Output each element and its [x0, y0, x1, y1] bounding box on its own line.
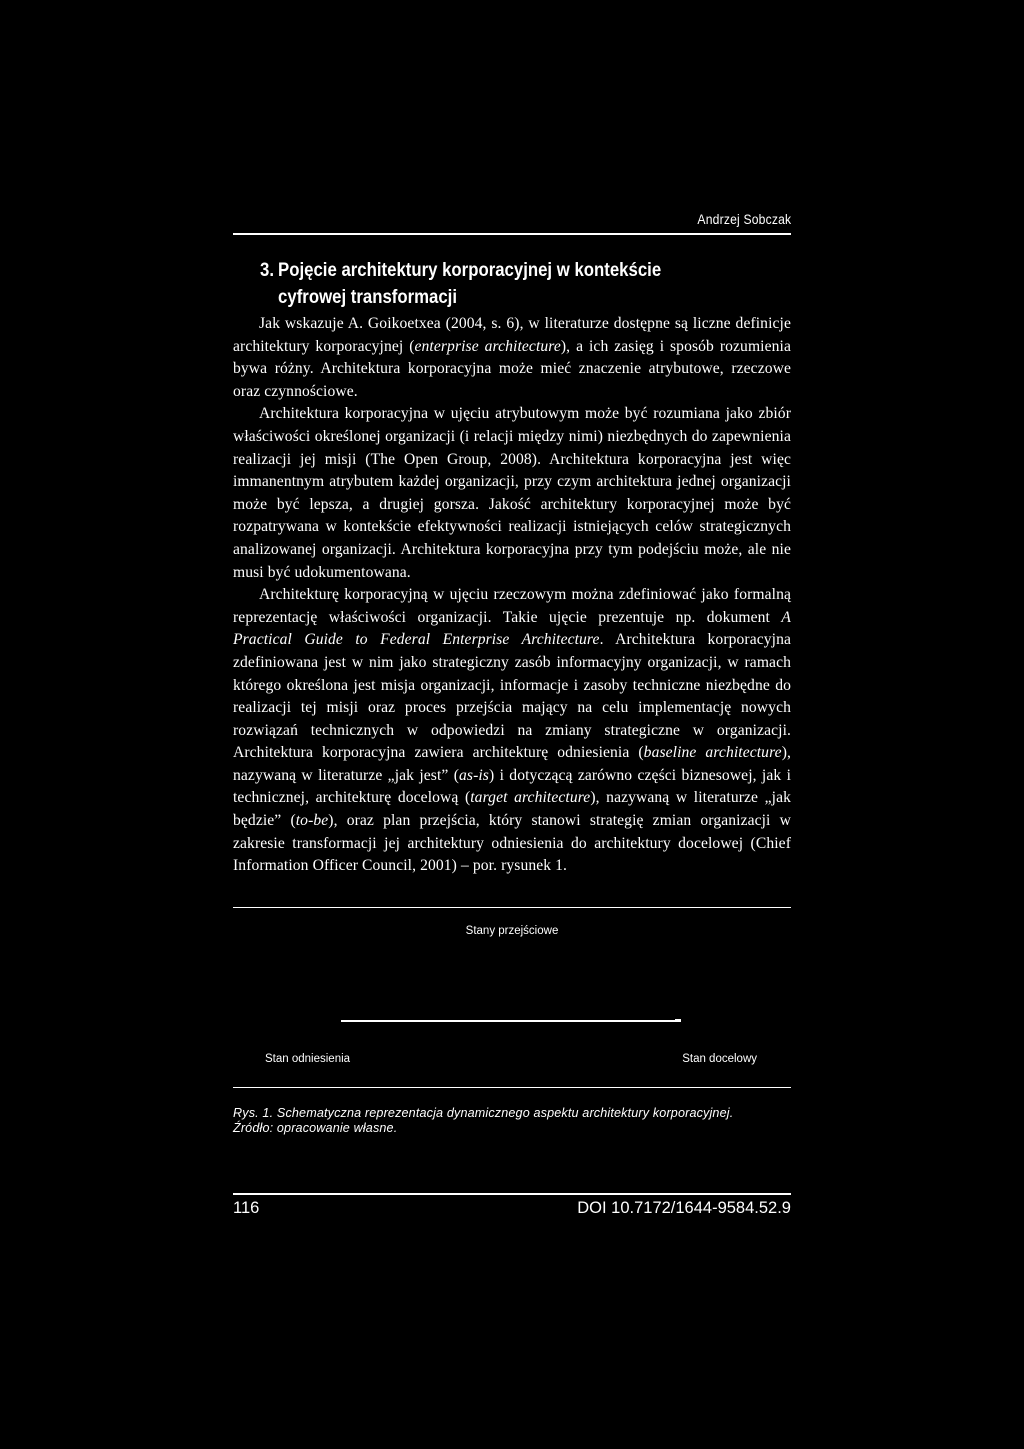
p3-emphasis-as-is: as-is — [459, 766, 489, 784]
section-number: 3. — [260, 259, 274, 281]
figure-top-rule — [233, 907, 791, 908]
p3-emphasis-document-title: A Practical Guide to Federal Enterprise Architecture — [233, 608, 791, 649]
p3-emphasis-baseline: baseline architecture — [643, 744, 782, 762]
footer-rule — [233, 1193, 791, 1195]
section-title-line1: Pojęcie architektury korporacyjnej w kontekście — [278, 259, 662, 281]
p1-text-a: Jak wskazuje A. Goikoetxea (2004, s. 6), w literaturze dostępne są liczne definicje architektury korporacyjnej ( — [233, 315, 791, 355]
body-text — [233, 313, 791, 878]
section-title-line2: cyfrowej transformacji — [278, 286, 458, 308]
p1-emphasis-enterprise-architecture: enterprise architecture — [414, 337, 561, 355]
p3-text-a: Architekturę korporacyjną w ujęciu rzeczowym można zdefiniować jako formalną reprezentację właściwości organizacji. Takie ujęcie prezentuje np. dokument — [233, 586, 791, 626]
figure-label-transitional-states: Stany przejściowe — [465, 925, 559, 937]
page-number: 116 — [233, 1199, 260, 1217]
paragraph-2: Architektura korporacyjna w ujęciu atrybutowym może być rozumiana jako zbiór właściwości określonej organizacji (i relacji między nimi) niezbędnych do zapewnienia realizacji jej misji (The Open Group, 2008). Architektura korporacyjna jest więc immanentnym atrybutem każdej organizacji, przy czym architektura jednej organizacji może być lepsza, a drugiej gorsza. Jakość architektury korporacyjnej może być rozpatrywana w kontekście efektywności realizacji istniejących celów strategicznych analizowanej organizacji. Architektura korporacyjna przy tym podejściu może, ale nie musi być udokumentowana. — [233, 405, 791, 581]
figure-bottom-rule — [233, 1087, 791, 1088]
p3-text-d: ) i dotyczącą zarówno części biznesowej, jak i technicznej, architekturę docelową ( — [233, 766, 792, 807]
figure-caption — [233, 1106, 791, 1136]
section-heading — [260, 257, 707, 311]
p3-text-c: ), nazywaną w literaturze „jak jest” ( — [233, 744, 791, 784]
header-rule — [233, 233, 791, 235]
page — [233, 0, 791, 1449]
figure-transition-arrow — [341, 1020, 679, 1022]
p3-text-f: ), oraz plan przejścia, który stanowi strategię zmian organizacji w zakresie transformacji jej architektury odniesienia do architektury docelowej (Chief Information Officer Council, 2001) – por. rysunek 1. — [233, 812, 791, 875]
p1-text-b: ), a ich zasięg i sposób rozumienia bywa różny. Architektura korporacyjna może mieć znaczenie atrybutowe, rzeczowe oraz czynnościowe. — [233, 337, 791, 400]
p3-text-b: . Architektura korporacyjna zdefiniowana jest w nim jako strategiczny zasób informacyjny organizacji, w ramach którego określona jest misja organizacji, informacje i zasoby techniczne niezbędne do realizacji tej misji oraz proces przejścia mający na celu implementację nowych rozwiązań technicznych w odpowiedzi na zmiany strategiczne w organizacji. Architektura korporacyjna zawiera architekturę odniesienia ( — [233, 631, 791, 762]
p3-emphasis-target: target architecture — [470, 789, 591, 807]
running-head-author: Andrzej Sobczak — [697, 212, 791, 227]
paragraph-1 — [233, 313, 791, 403]
p3-emphasis-to-be: to-be — [295, 812, 329, 830]
doi: DOI 10.7172/1644-9584.52.9 — [577, 1199, 791, 1217]
caption-title: Rys. 1. Schematyczna reprezentacja dynamicznego aspektu architektury korporacyjnej. — [233, 1106, 734, 1120]
figure-label-target-state: Stan docelowy — [682, 1053, 757, 1065]
figure-label-baseline-state: Stan odniesienia — [265, 1053, 351, 1065]
paragraph-3 — [233, 584, 791, 878]
p3-text-e: ), nazywaną w literaturze „jak będzie” ( — [233, 789, 791, 830]
caption-source: Źródło: opracowanie własne. — [233, 1121, 398, 1135]
